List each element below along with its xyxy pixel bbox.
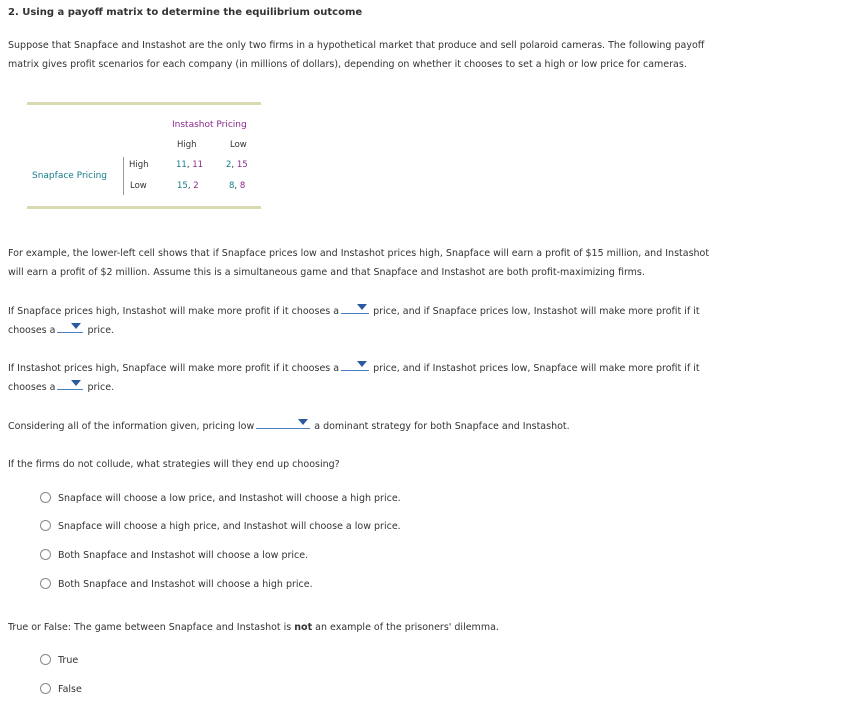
dropdown-arrow-icon <box>357 304 367 310</box>
question-text: Considering all of the information given, pricing low <box>8 421 255 432</box>
question-text: True or False: The game between Snapface and Instashot is <box>8 622 292 633</box>
dropdown-arrow-icon <box>357 361 367 367</box>
instashot-response-low-dropdown[interactable] <box>57 322 83 333</box>
radio-button[interactable] <box>40 578 51 589</box>
question-line <box>8 378 700 397</box>
instashot-payoff: 8 <box>239 181 246 191</box>
question-line <box>8 302 700 321</box>
question-line <box>8 359 700 378</box>
row-bracket-line <box>123 157 124 195</box>
option-label: False <box>58 684 82 695</box>
snapface-payoff: 8 <box>229 181 235 191</box>
question-text: chooses a <box>8 325 56 336</box>
payoff-cell-low-high <box>177 181 199 191</box>
separator: , <box>234 181 240 191</box>
question-text: If Instashot prices high, Snapface will make more profit if it chooses a <box>8 363 340 374</box>
separator: , <box>186 160 193 170</box>
column-player-label: Instashot Pricing <box>172 120 247 130</box>
question-text: price. <box>87 382 115 393</box>
question-title: 2. Using a payoff matrix to determine the equilibrium outcome <box>8 7 363 18</box>
intro-line: matrix gives profit scenarios for each company (in millions of dollars), depending on whether it chooses to set a high or low price for cameras. <box>8 59 687 70</box>
instashot-response-high-dropdown[interactable] <box>341 303 369 314</box>
option-label: True <box>58 655 79 666</box>
dominant-strategy-dropdown[interactable] <box>256 418 310 429</box>
instashot-payoff: 2 <box>193 181 199 191</box>
matrix-top-rule <box>27 102 261 105</box>
radio-button[interactable] <box>40 654 51 665</box>
option-label: Snapface will choose a low price, and Instashot will choose a high price. <box>58 493 401 504</box>
radio-button[interactable] <box>40 520 51 531</box>
question-text: If Snapface prices high, Instashot will make more profit if it chooses a <box>8 306 340 317</box>
radio-button[interactable] <box>40 683 51 694</box>
question-text: chooses a <box>8 382 56 393</box>
question-text: an example of the prisoners' dilemma. <box>315 622 499 633</box>
matrix-bottom-rule <box>27 206 261 209</box>
snapface-response-high-dropdown[interactable] <box>341 360 369 371</box>
question-text: a dominant strategy for both Snapface and Instashot. <box>314 421 570 432</box>
intro-line: Suppose that Snapface and Instashot are the only two firms in a hypothetical market that produce and sell polaroid cameras. The following payoff <box>8 40 705 51</box>
question-snapface-best-response <box>8 359 700 397</box>
question-instashot-best-response <box>8 302 700 340</box>
question-equilibrium-strategies: If the firms do not collude, what strategies will they end up choosing? <box>8 459 340 470</box>
question-text: price, and if Instashot prices low, Snapface will make more profit if it <box>373 363 700 374</box>
question-dominant-strategy <box>8 417 570 436</box>
question-text: price. <box>87 325 115 336</box>
row-label-high: High <box>129 160 149 170</box>
instashot-payoff: 11 <box>192 160 204 170</box>
dropdown-arrow-icon <box>71 323 81 329</box>
example-line: will earn a profit of $2 million. Assume this is a simultaneous game and that Snapface and Instashot are both profit-maximizing firms. <box>8 267 645 278</box>
payoff-cell-high-high <box>176 160 203 170</box>
payoff-cell-high-low <box>226 160 248 170</box>
dropdown-arrow-icon <box>71 380 81 386</box>
emphasis-text: not <box>294 622 313 633</box>
option-label: Both Snapface and Instashot will choose a high price. <box>58 579 313 590</box>
column-label-high: High <box>177 140 197 150</box>
radio-button[interactable] <box>40 549 51 560</box>
column-label-low: Low <box>230 140 247 150</box>
snapface-payoff: 2 <box>226 160 232 170</box>
row-label-low: Low <box>130 181 147 191</box>
separator: , <box>187 181 194 191</box>
question-prisoners-dilemma <box>8 622 499 633</box>
option-label: Both Snapface and Instashot will choose a low price. <box>58 550 309 561</box>
instashot-payoff: 15 <box>236 160 248 170</box>
question-line <box>8 321 700 340</box>
option-label: Snapface will choose a high price, and Instashot will choose a low price. <box>58 521 401 532</box>
question-text: price, and if Snapface prices low, Instashot will make more profit if it <box>373 306 700 317</box>
snapface-response-low-dropdown[interactable] <box>57 379 83 390</box>
intro-paragraph <box>8 36 704 74</box>
example-paragraph <box>8 244 709 282</box>
snapface-payoff: 15 <box>177 181 188 191</box>
payoff-cell-low-low <box>229 181 245 191</box>
example-line: For example, the lower-left cell shows that if Snapface prices low and Instashot prices high, Snapface will earn a profit of $15 million, and Instashot <box>8 248 710 259</box>
row-player-label: Snapface Pricing <box>32 171 108 181</box>
radio-button[interactable] <box>40 492 51 503</box>
dropdown-arrow-icon <box>298 419 308 425</box>
separator: , <box>231 160 237 170</box>
snapface-payoff: 11 <box>176 160 187 170</box>
